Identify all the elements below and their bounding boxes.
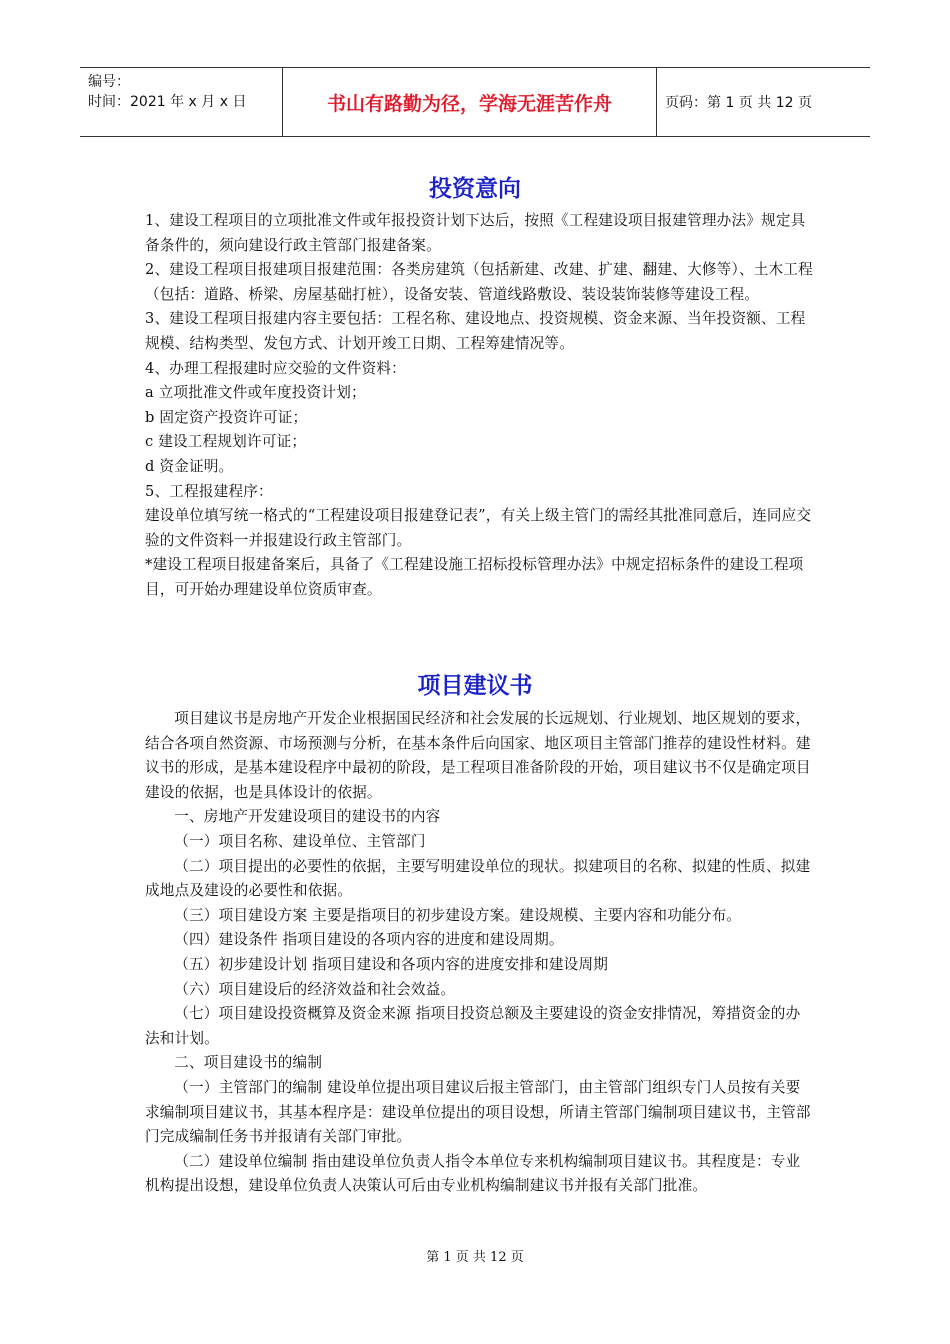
header-page-info: 页码：第 1 页 共 12 页 [665,95,812,111]
paragraph: （二）项目提出的必要性的依据，主要写明建设单位的现状。拟建项目的名称、拟建的性质、拟建成地点及建设的必要性和依据。 [145,857,811,900]
paragraph: 4、办理工程报建时应交验的文件资料： [145,359,406,377]
time-label: 时间：2021 年 x 月 x 日 [88,94,247,110]
header-meta [80,68,283,136]
page-footer: 第 1 页 共 12 页 [426,1250,524,1265]
paragraph: （六）项目建设后的经济效益和社会效益。 [174,980,456,998]
paragraph: b 固定资产投资许可证； [145,408,308,426]
paragraph: 二、项目建设书的编制 [174,1054,323,1072]
paragraph: d 资金证明。 [145,457,234,475]
section-body-investment [145,209,815,603]
paragraph: *建设工程项目报建备案后，具备了《工程建设施工招标投标管理办法》中规定招标条件的建设工程项目，可开始办理建设单位资质审查。 [145,556,804,598]
paragraph: （二）建设单位编制 指由建设单位负责人指令本单位专来机构编制项目建议书。其程度是：专业机构提出设想，建设单位负责人决策认可后由专业机构编制建议书并报有关部门批准。 [145,1152,801,1195]
paragraph: 建设单位填写统一格式的“工程建设项目报建登记表”，有关上级主管门的需经其批准同意后，连同应交验的文件资料一并报建设行政主管部门。 [145,507,812,549]
section-title-proposal: 项目建议书 [417,673,533,699]
section-body-proposal [145,707,815,1199]
paragraph: 一、房地产开发建设项目的建设书的内容 [174,808,441,826]
paragraph: （一）项目名称、建设单位、主管部门 [174,832,426,850]
paragraph: c 建设工程规划许可证； [145,433,307,451]
header-motto: 书山有路勤为径，学海无涯苦作舟 [283,68,657,136]
paragraph: （三）项目建设方案 主要是指项目的初步建设方案。建设规模、主要内容和功能分布。 [174,906,742,924]
paragraph: a 立项批准文件或年度投资计划； [145,384,366,402]
paragraph: （四）建设条件 指项目建设的各项内容的进度和建设周期。 [174,931,564,949]
paragraph: 项目建议书是房地产开发企业根据国民经济和社会发展的长远规划、行业规划、地区规划的要求，结合各项自然资源、市场预测与分析，在基本条件后向国家、地区项目主管部门推荐的建设性材料。建议书的形成，是基本建设程序中最初的阶段，是工程项目准备阶段的开始，项目建议书不仅是确定项目建设的依据，也是具体设计的依据。 [145,710,811,801]
paragraph: 5、工程报建程序： [145,482,273,500]
number-label: 编号： [88,74,130,90]
paragraph: （七）项目建设投资概算及资金来源 指项目投资总额及主要建设的资金安排情况，筹措资金的办法和计划。 [145,1005,801,1047]
paragraph: （一）主管部门的编制 建设单位提出项目建议后报主管部门，由主管部门组织专门人员按有关要求编制项目建议书，其基本程序是：建设单位提出的项目设想，所请主管部门编制项目建议书，主管部门完成编制任务书并报请有关部门审批。 [145,1078,811,1146]
paragraph: 1、建设工程项目的立项批准文件或年报投资计划下达后，按照《工程建设项目报建管理办法》规定具备条件的，须向建设行政主管部门报建备案。 [145,212,806,254]
page-header [80,67,870,137]
section-title-investment: 投资意向 [429,176,521,202]
paragraph: 2、建设工程项目报建项目报建范围：各类房建筑（包括新建、改建、扩建、翻建、大修等）、土木工程（包括：道路、桥梁、房屋基础打桩），设备安装、管道线路敷设、装设装饰装修等建设工程。 [145,261,813,303]
paragraph: （五）初步建设计划 指项目建设和各项内容的进度安排和建设周期 [174,955,609,973]
paragraph: 3、建设工程项目报建内容主要包括：工程名称、建设地点、投资规模、资金来源、当年投资额、工程规模、结构类型、发包方式、计划开竣工日期、工程筹建情况等。 [145,310,806,352]
